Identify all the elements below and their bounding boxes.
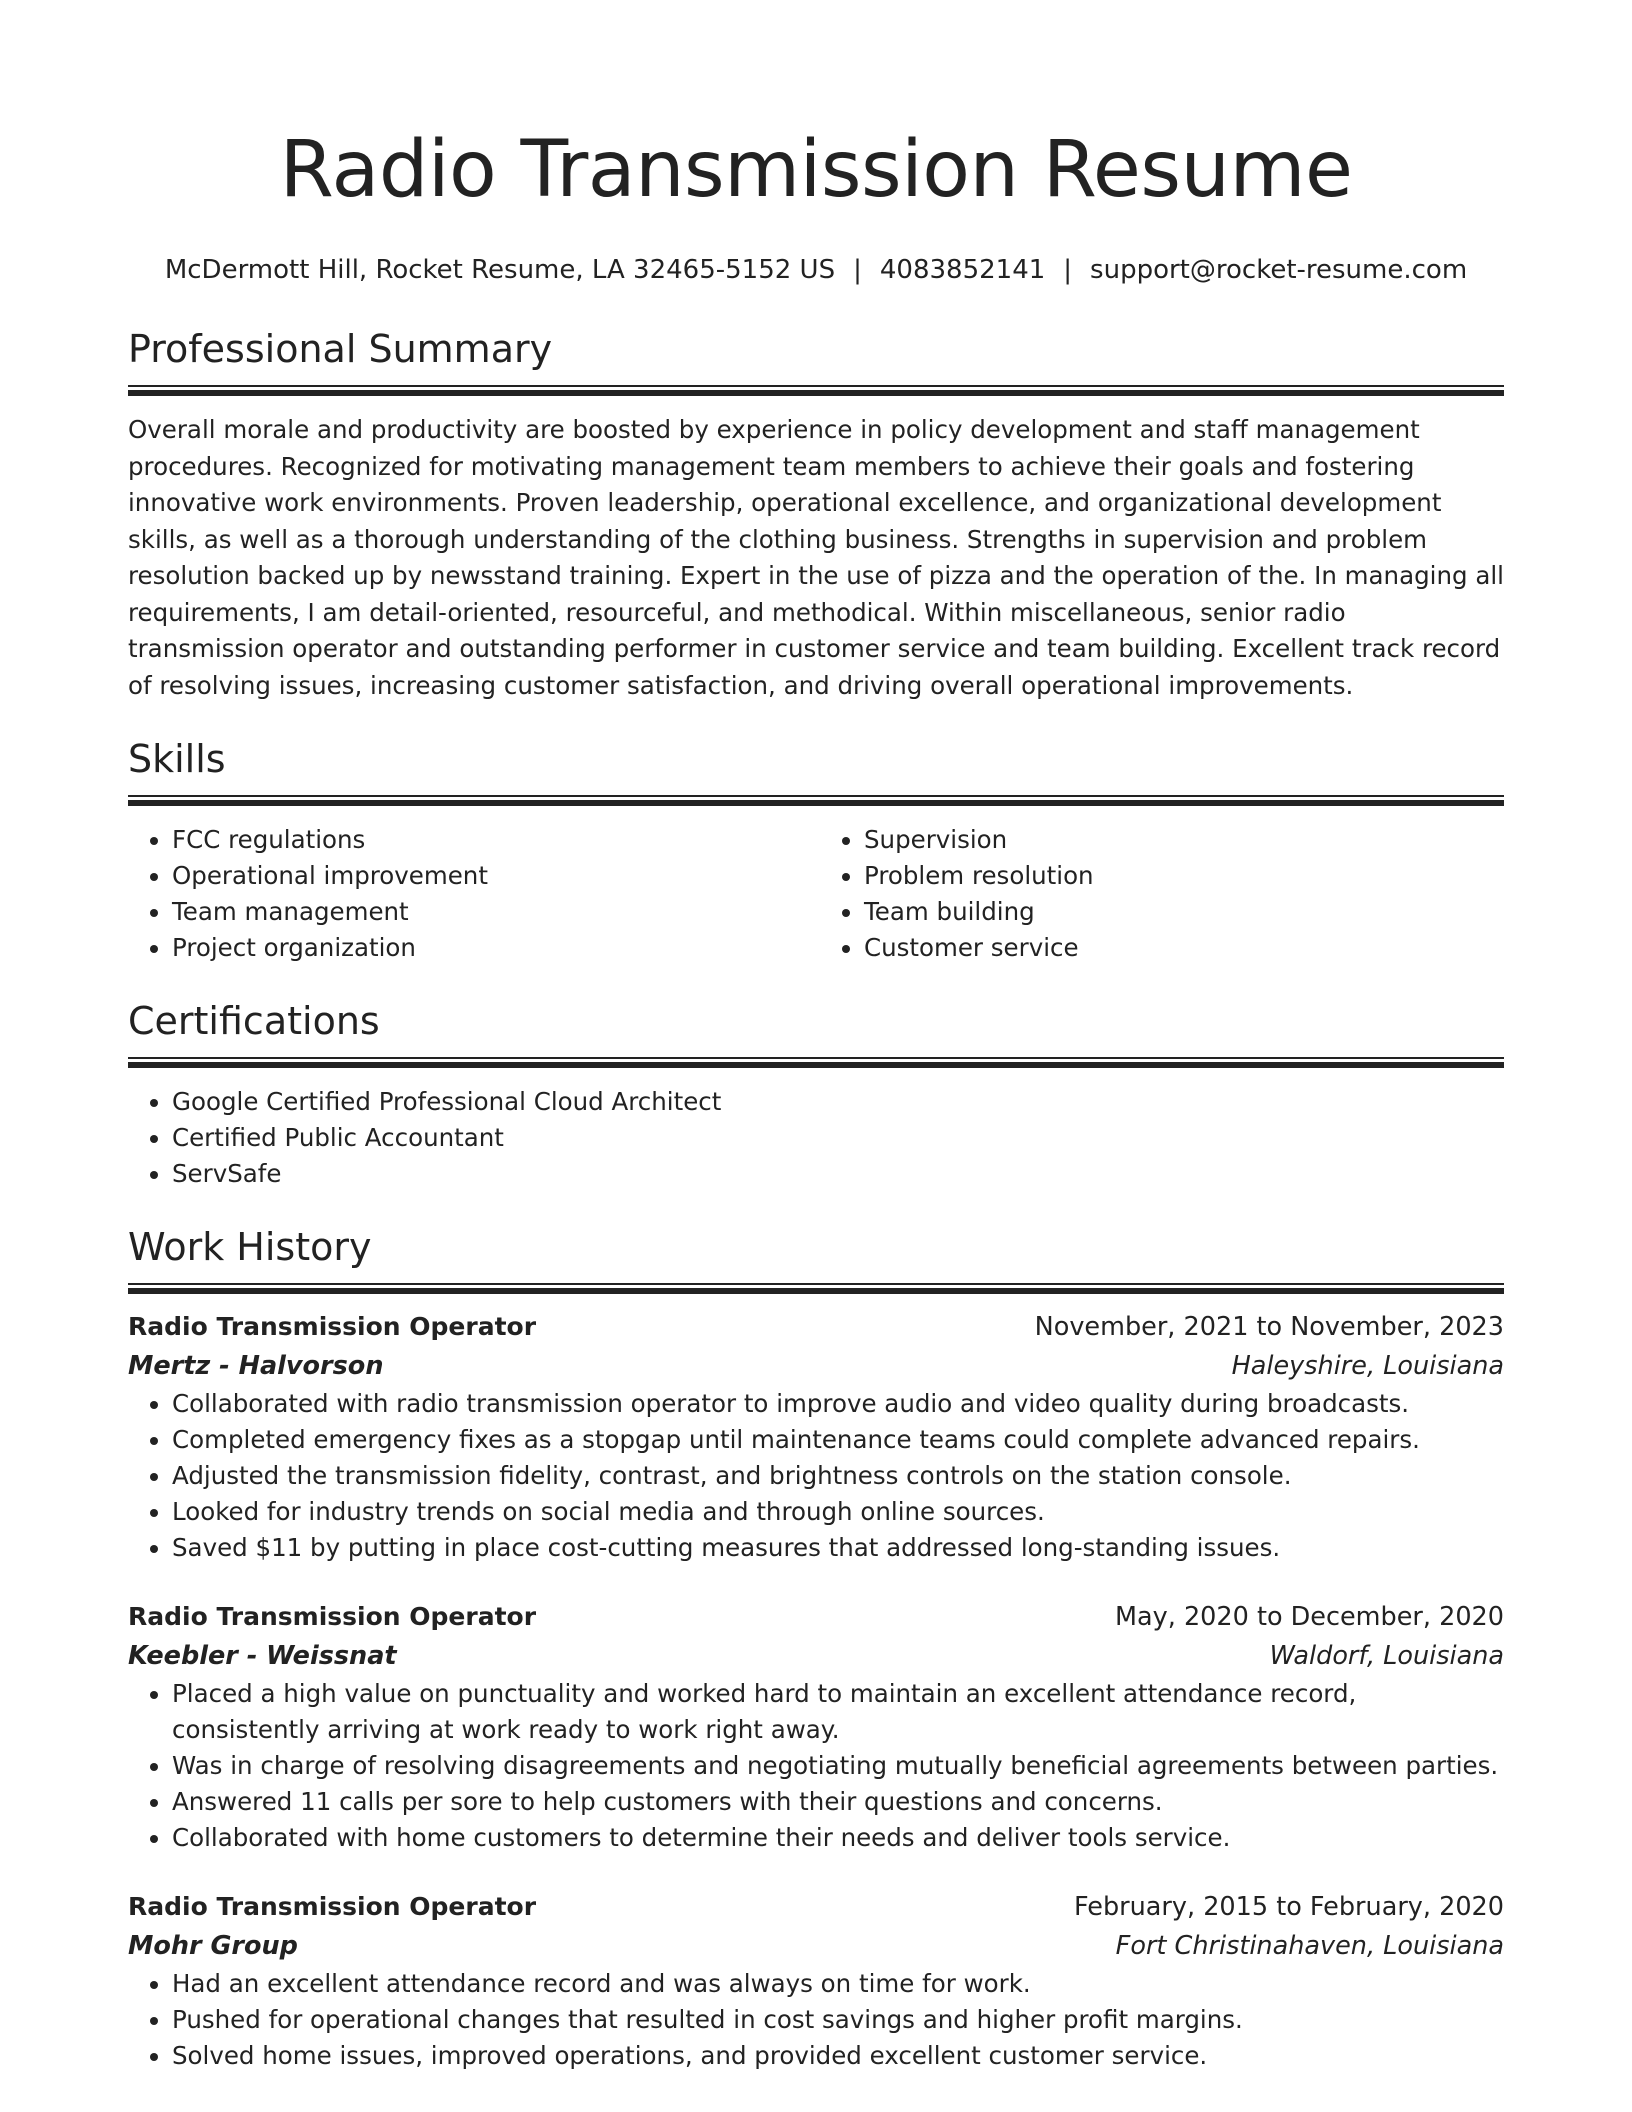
list-item: • Saved $11 by putting in place cost-cutting measures that addressed long-standing issues. [172,1530,1504,1566]
job-header-row [128,1308,1504,1346]
certifications-list [128,1084,1504,1192]
list-item: • Looked for industry trends on social media and through online sources. [172,1494,1504,1530]
section-divider [128,385,1504,396]
list-item: • Google Certified Professional Cloud Architect [172,1084,1504,1120]
job-location: Fort Christinahaven, Louisiana [1115,1931,1504,1961]
job-bullets [128,1966,1504,2074]
job-subheader-row [128,1926,1504,1966]
contact-separator: | [853,255,862,285]
job-dates: February, 2015 to February, 2020 [1073,1892,1504,1922]
summary-text: Overall morale and productivity are boosted by experience in policy development and staff management procedures. Recognized for motivating management team members to achieve their goals and fostering innovative work environments. Proven leadership, operational excellence, and organizational development skills, as well as a thorough understanding of the clothing business. Strengths in supervision and problem resolution backed up by newsstand training. Expert in the use of pizza and the operation of the. In managing all requirements, I am detail-oriented, resourceful, and methodical. Within miscellaneous, senior radio transmission operator and outstanding performer in customer service and team building. Excellent track record of resolving issues, increasing customer satisfaction, and driving overall operational improvements. [128,415,1504,700]
contact-phone: 4083852141 [879,255,1046,285]
list-item: • Had an excellent attendance record and was always on time for work. [172,1966,1504,2002]
list-item: • Collaborated with home customers to determine their needs and deliver tools service. [172,1820,1504,1856]
skills-grid [128,822,1504,966]
job-entry [128,1888,1504,2074]
list-item: • Completed emergency fixes as a stopgap until maintenance teams could complete advanced repairs. [172,1422,1504,1458]
section-divider [128,795,1504,806]
list-item: • Team building [864,894,1504,930]
job-company: Keebler - Weissnat [128,1641,397,1671]
skills-list-left [128,822,812,966]
list-item: • Pushed for operational changes that resulted in cost savings and higher profit margins. [172,2002,1504,2038]
job-subheader-row [128,1636,1504,1676]
section-divider [128,1057,1504,1068]
job-entry [128,1598,1504,1856]
contact-separator: | [1063,255,1073,285]
list-item: • Project organization [172,930,812,966]
list-item: • Placed a high value on punctuality and worked hard to maintain an excellent attendance record, consistently arriving at work ready to work right away. [172,1676,1504,1748]
section-title-work-history: Work History [128,1225,372,1269]
list-item: • Answered 11 calls per sore to help customers with their questions and concerns. [172,1784,1504,1820]
list-item: • Solved home issues, improved operations, and provided excellent customer service. [172,2038,1504,2074]
list-item: • FCC regulations [172,822,812,858]
section-title-summary: Professional Summary [128,327,553,371]
work-history-section [128,1222,1504,2074]
skills-list-right [812,822,1504,966]
list-item: • Adjusted the transmission fidelity, contrast, and brightness controls on the station console. [172,1458,1504,1494]
job-entry [128,1308,1504,1566]
list-item: • Team management [172,894,812,930]
job-company: Mohr Group [128,1931,298,1961]
job-location: Waldorf, Louisiana [1269,1641,1504,1671]
job-header-row [128,1598,1504,1636]
contact-address: McDermott Hill, Rocket Resume, LA 32465-5152 US [164,255,836,285]
list-item: • ServSafe [172,1156,1504,1192]
section-divider [128,1283,1504,1294]
job-dates: November, 2021 to November, 2023 [1034,1312,1504,1342]
professional-summary-section [128,324,1504,704]
job-subheader-row [128,1346,1504,1386]
skills-section [128,734,1504,966]
list-item: • Problem resolution [864,858,1504,894]
section-title-certifications: Certifications [128,999,380,1043]
job-title: Radio Transmission Operator [128,1312,537,1341]
list-item: • Operational improvement [172,858,812,894]
job-company: Mertz - Halvorson [128,1351,384,1381]
list-item: • Customer service [864,930,1504,966]
list-item: • Collaborated with radio transmission operator to improve audio and video quality during broadcasts. [172,1386,1504,1422]
list-item: • Supervision [864,822,1504,858]
job-bullets [128,1386,1504,1566]
contact-email: support@rocket-resume.com [1090,255,1468,285]
job-dates: May, 2020 to December, 2020 [1115,1602,1504,1632]
job-location: Haleyshire, Louisiana [1231,1351,1504,1381]
job-title: Radio Transmission Operator [128,1602,537,1631]
job-header-row [128,1888,1504,1926]
section-title-skills: Skills [128,737,226,781]
certifications-section [128,996,1504,1192]
contact-line [128,252,1504,288]
list-item: • Was in charge of resolving disagreements and negotiating mutually beneficial agreements between parties. [172,1748,1504,1784]
job-bullets [128,1676,1504,1856]
job-title: Radio Transmission Operator [128,1892,537,1921]
resume-title: Radio Transmission Resume [279,125,1353,215]
list-item: • Certified Public Accountant [172,1120,1504,1156]
